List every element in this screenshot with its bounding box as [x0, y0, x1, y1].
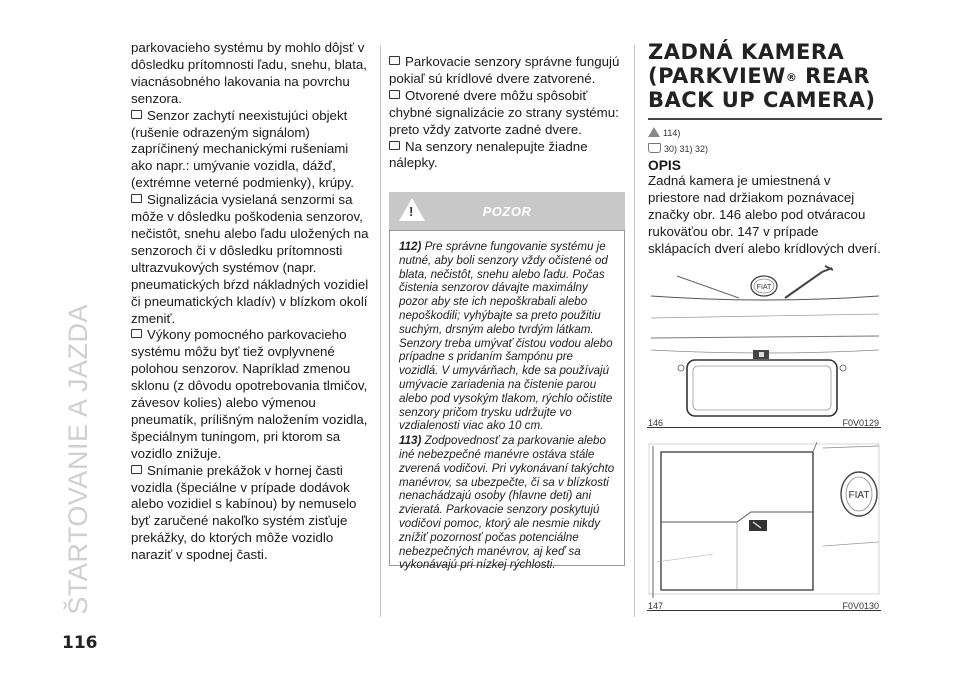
bullet-paragraph: Parkovacie senzory správne fungujú pokiaľ sú krídlové dvere zatvorené.: [389, 54, 625, 88]
page-number: 116: [62, 633, 98, 653]
section-heading: OPIS: [648, 158, 681, 173]
column-2: [389, 54, 625, 172]
bullet-paragraph: Senzor zachytí neexistujúci objekt (rušenie odrazeným signálom) zapríčinený mechanickými rušeniami ako napr.: umývanie vozidla, dážď, (extrémne veterné podmienky), krúpy.: [131, 108, 371, 193]
bullet-paragraph: Otvorené dvere môžu spôsobiť chybné signalizácie zo strany systému: preto vždy zatvorte zadné dvere.: [389, 88, 625, 139]
figure-code: F0V0129: [842, 418, 879, 428]
warning-label: POZOR: [482, 204, 532, 219]
bullet-paragraph: Snímanie prekážok v hornej časti vozidla (špeciálne v prípade dodávok alebo vozidiel s kabínou) by nemuselo byť zaručené nakoľko systém zisťuje prekážky, do ktorých môže vozidlo naraziť v spodnej časti.: [131, 463, 371, 564]
warning-item-text: Pre správne fungovanie systému je nutné, aby boli senzory vždy očistené od blata, nečistôt, snehu alebo ľadu. Počas čistenia senzorov dávajte maximálny pozor aby ste ich nepoškrabali alebo nepoškodili; vyhýbajte sa preto použitiu suchým, drsným alebo tvrdým látkam. Senzory treba umývať čistou vodou alebo prípadne s pridaním šampónu pre vozidlá. V umyvárňach, kde sa používajú umývacie zariadenia na čistenie parou alebo pod vysokým tlakom, rýchlo očistite senzory pričom trysku udržujte vo vzdialenosti viac ako 10 cm.: [399, 240, 613, 433]
warning-item-text: Zodpovednosť za parkovanie alebo iné nebezpečné manévre ostáva stále zverená vodičovi. Pri vykonávaní takýchto manévrov, sa ubezpečte, či sa v blízkosti nenachádzajú osoby (hlavne deti) ani zvieratá. Parkovacie senzory poskytujú vodičovi pomoc, ktorý ale nesmie nikdy znížiť pozornosť počas potenciálne nebezpečných manévrov, aj keď sa vykonávajú pri nízkej rýchlosti.: [399, 434, 615, 572]
figure-146: [647, 256, 881, 428]
warning-item: [399, 434, 615, 572]
brand-logo: FIAT: [756, 284, 772, 291]
reference-notes: 30) 31) 32): [648, 143, 708, 154]
bullet-paragraph: Na senzory nenalepujte žiadne nálepky.: [389, 139, 625, 173]
column-divider: [380, 45, 381, 617]
figure-number: 146: [648, 418, 664, 428]
brand-logo: FIAT: [848, 490, 870, 501]
section-text: Zadná kamera je umiestnená v priestore nad držiakom poznávacej značky obr. 146 alebo pod otváracou rukoväťou obr. 147 v prípade sklápacích dverí alebo krídlových dverí.: [648, 173, 881, 256]
figure-code: F0V0130: [842, 601, 879, 611]
column-1: [131, 40, 371, 564]
figure-147: [647, 442, 881, 611]
section-rule: [648, 118, 882, 120]
warning-item-number: 112): [399, 240, 422, 253]
bullet-paragraph: Výkony pomocného parkovacieho systému môžu byť tiež ovplyvnené polohou senzorov. Napríklad zmenou sklonu (z dôvodu opotrebovania tlmičov, závesov kolies) alebo výmenou pneumatík, prílišným naložením vozidla, špeciálnym tuningom, pri ktorom sa vozidlo znižuje.: [131, 327, 371, 462]
door-camera-illustration: [647, 442, 881, 610]
paragraph: parkovacieho systému by mohlo dôjsť v dôsledku prítomnosti ľadu, snehu, blata, viacnásobného lakovania na povrchu senzora.: [131, 40, 367, 106]
section-title: ZADNÁ KAMERA (PARKVIEW® REAR BACK UP CAMERA): [648, 40, 876, 112]
warning-item-number: 113): [399, 434, 422, 448]
reference-warning: 114): [648, 127, 680, 138]
side-title: ŠTARTOVANIE A JAZDA: [62, 304, 93, 615]
warning-item: [399, 240, 615, 433]
column-divider: [634, 45, 635, 617]
rear-camera-illustration: [647, 256, 881, 427]
warning-header: [389, 192, 625, 230]
bullet-paragraph: Signalizácia vysielaná senzormi sa môže v dôsledku poškodenia senzorov, nečistôt, snehu alebo ľadu uložených na senzoroch či v dôsledku prítomnosti ultrazvukových systémov (napr. pneumatických bŕzd nákladných vozidiel či pneumatických kladív) v blízkom okolí zmeniť.: [131, 192, 371, 327]
figure-number: 147: [648, 601, 664, 611]
warning-triangle-icon: [648, 127, 660, 137]
book-icon: [648, 143, 661, 153]
warning-box: [389, 230, 625, 572]
